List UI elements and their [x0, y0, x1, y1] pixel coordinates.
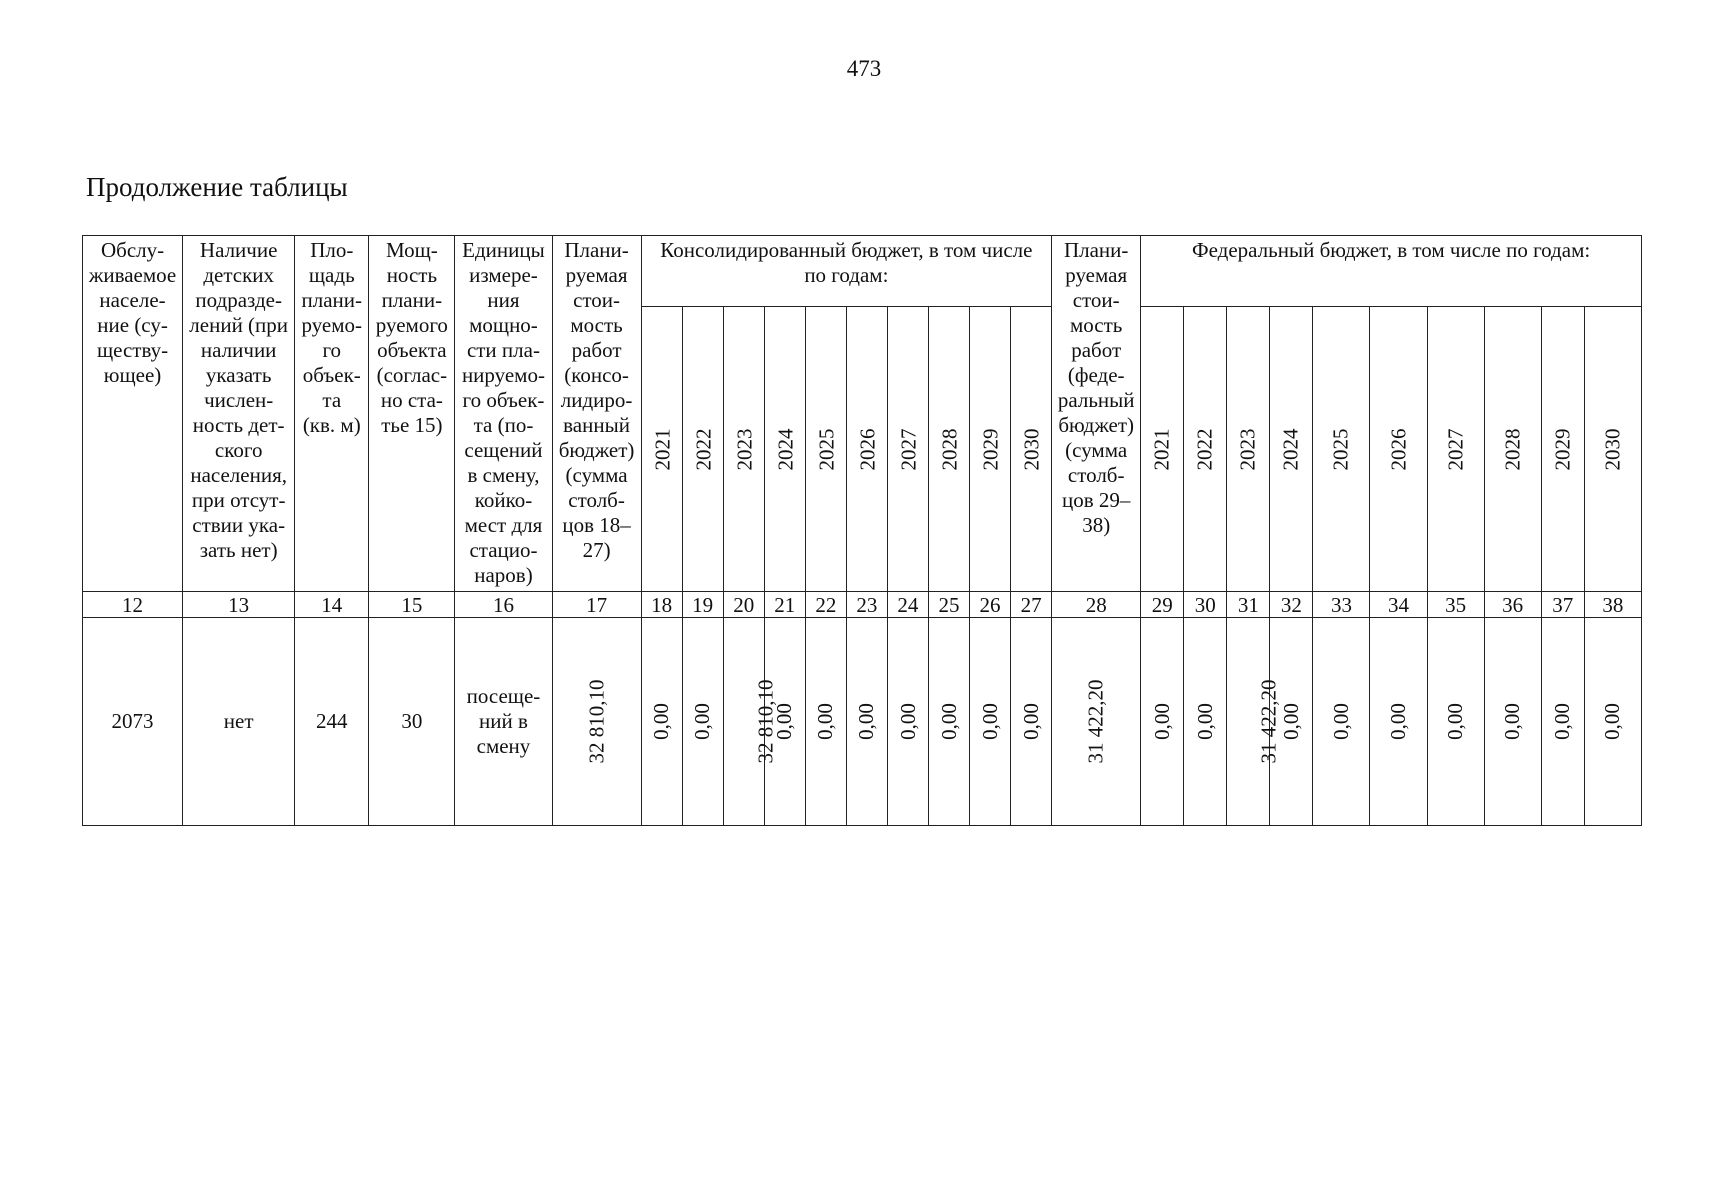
cell-federal-value: 0,00 — [1270, 618, 1313, 826]
cell-consolidated-value: 32 810,10 — [723, 618, 764, 826]
cell-consolidated-value: 0,00 — [969, 618, 1010, 826]
year-header: 2021 — [641, 307, 682, 592]
year-header: 2029 — [969, 307, 1010, 592]
cell-total-consolidated: 32 810,10 — [552, 618, 641, 826]
year-header: 2027 — [887, 307, 928, 592]
cell-units: посеще- ний в смену — [455, 618, 552, 826]
column-number: 20 — [723, 592, 764, 618]
column-number: 38 — [1584, 592, 1641, 618]
year-header: 2026 — [1370, 307, 1427, 592]
year-header: 2022 — [1184, 307, 1227, 592]
column-number: 33 — [1313, 592, 1370, 618]
column-number: 15 — [369, 592, 455, 618]
column-number: 29 — [1141, 592, 1184, 618]
year-header: 2025 — [1313, 307, 1370, 592]
column-number: 17 — [552, 592, 641, 618]
column-number: 36 — [1484, 592, 1541, 618]
header-area: Пло- щадь плани- руемо- го объек- та (кв. м) — [295, 236, 369, 592]
column-number: 21 — [764, 592, 805, 618]
column-number: 37 — [1541, 592, 1584, 618]
column-number: 14 — [295, 592, 369, 618]
year-header: 2021 — [1141, 307, 1184, 592]
cell-consolidated-value: 0,00 — [846, 618, 887, 826]
cell-federal-value: 0,00 — [1370, 618, 1427, 826]
year-header: 2027 — [1427, 307, 1484, 592]
column-number: 19 — [682, 592, 723, 618]
column-number: 23 — [846, 592, 887, 618]
year-header: 2026 — [846, 307, 887, 592]
cell-consolidated-value: 0,00 — [764, 618, 805, 826]
column-number: 27 — [1011, 592, 1052, 618]
year-header: 2022 — [682, 307, 723, 592]
header-units: Единицы измере- ния мощно- сти пла- нируемо- го объек- та (по- сещений в смену, койко- мест для стацио- наров) — [455, 236, 552, 592]
budget-table — [82, 235, 1642, 826]
cell-total-federal: 31 422,20 — [1052, 618, 1141, 826]
column-number: 31 — [1227, 592, 1270, 618]
column-number: 35 — [1427, 592, 1484, 618]
table-row — [83, 618, 1642, 826]
column-number-row — [83, 592, 1642, 618]
header-total-consolidated: Плани- руемая стои- мость работ (консо- лидиро- ванный бюджет) (сумма столб- цов 18– 27) — [552, 236, 641, 592]
year-header: 2025 — [805, 307, 846, 592]
column-number: 16 — [455, 592, 552, 618]
year-header: 2023 — [723, 307, 764, 592]
cell-federal-value: 31 422,20 — [1227, 618, 1270, 826]
cell-federal-value: 0,00 — [1313, 618, 1370, 826]
year-header: 2030 — [1011, 307, 1052, 592]
header-row-top — [83, 236, 1642, 307]
column-number: 25 — [928, 592, 969, 618]
header-population: Обслу- живаемое населе- ние (су- ществу- ющее) — [83, 236, 183, 592]
page-number: 473 — [846, 56, 882, 81]
year-header: 2028 — [1484, 307, 1541, 592]
cell-consolidated-value: 0,00 — [805, 618, 846, 826]
column-number: 18 — [641, 592, 682, 618]
year-header: 2029 — [1541, 307, 1584, 592]
header-capacity: Мощ- ность плани- руемого объекта (соглас- но ста- тье 15) — [369, 236, 455, 592]
table-caption: Продолжение таблицы — [86, 172, 348, 202]
column-number: 26 — [969, 592, 1010, 618]
cell-population: 2073 — [83, 618, 183, 826]
cell-consolidated-value: 0,00 — [1011, 618, 1052, 826]
cell-area: 244 — [295, 618, 369, 826]
header-consolidated-budget: Консолидированный бюджет, в том числе по годам: — [641, 236, 1052, 307]
year-header: 2028 — [928, 307, 969, 592]
year-header: 2030 — [1584, 307, 1641, 592]
header-total-federal: Плани- руемая стои- мость работ (феде- ральный бюджет) (сумма столб- цов 29– 38) — [1052, 236, 1141, 592]
cell-consolidated-value: 0,00 — [641, 618, 682, 826]
cell-capacity: 30 — [369, 618, 455, 826]
column-number: 28 — [1052, 592, 1141, 618]
cell-federal-value: 0,00 — [1141, 618, 1184, 826]
column-number: 22 — [805, 592, 846, 618]
column-number: 24 — [887, 592, 928, 618]
header-federal-budget: Федеральный бюджет, в том числе по годам: — [1141, 236, 1642, 307]
cell-consolidated-value: 0,00 — [887, 618, 928, 826]
cell-federal-value: 0,00 — [1484, 618, 1541, 826]
cell-consolidated-value: 0,00 — [682, 618, 723, 826]
cell-federal-value: 0,00 — [1541, 618, 1584, 826]
year-header: 2023 — [1227, 307, 1270, 592]
cell-federal-value: 0,00 — [1584, 618, 1641, 826]
column-number: 30 — [1184, 592, 1227, 618]
year-header: 2024 — [1270, 307, 1313, 592]
year-header: 2024 — [764, 307, 805, 592]
cell-federal-value: 0,00 — [1427, 618, 1484, 826]
cell-federal-value: 0,00 — [1184, 618, 1227, 826]
cell-children: нет — [183, 618, 295, 826]
column-number: 34 — [1370, 592, 1427, 618]
header-children: Наличие детских подразде- лений (при наличии указать числен- ность дет- ского населения, при отсут- ствии ука- зать нет) — [183, 236, 295, 592]
column-number: 12 — [83, 592, 183, 618]
column-number: 13 — [183, 592, 295, 618]
column-number: 32 — [1270, 592, 1313, 618]
cell-consolidated-value: 0,00 — [928, 618, 969, 826]
